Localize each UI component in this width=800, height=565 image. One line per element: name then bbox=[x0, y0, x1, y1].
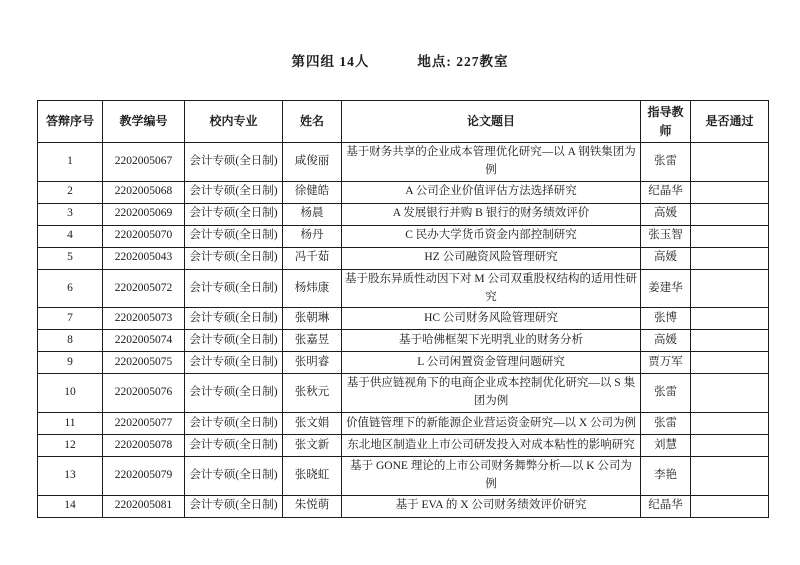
cell-pass bbox=[691, 181, 769, 203]
cell-major: 会计专硕(全日制) bbox=[185, 413, 283, 435]
cell-pass bbox=[691, 203, 769, 225]
cell-name: 张秋元 bbox=[283, 374, 342, 413]
cell-code: 2202005072 bbox=[103, 269, 185, 308]
page-title bbox=[0, 50, 800, 70]
header-advisor: 指导教师 bbox=[641, 101, 691, 143]
cell-major: 会计专硕(全日制) bbox=[185, 181, 283, 203]
table-row bbox=[38, 308, 769, 330]
cell-major: 会计专硕(全日制) bbox=[185, 269, 283, 308]
cell-title: 价值链管理下的新能源企业营运资金研究—以 X 公司为例 bbox=[342, 413, 641, 435]
cell-name: 朱悦萌 bbox=[283, 495, 342, 517]
cell-pass bbox=[691, 330, 769, 352]
cell-advisor: 张雷 bbox=[641, 374, 691, 413]
table-row bbox=[38, 352, 769, 374]
cell-seq: 1 bbox=[38, 143, 103, 182]
cell-title: HC 公司财务风险管理研究 bbox=[342, 308, 641, 330]
header-major: 校内专业 bbox=[185, 101, 283, 143]
cell-advisor: 张玉智 bbox=[641, 225, 691, 247]
cell-major: 会计专硕(全日制) bbox=[185, 247, 283, 269]
table-row bbox=[38, 203, 769, 225]
cell-name: 杨丹 bbox=[283, 225, 342, 247]
cell-major: 会计专硕(全日制) bbox=[185, 330, 283, 352]
header-pass: 是否通过 bbox=[691, 101, 769, 143]
header-code: 教学编号 bbox=[103, 101, 185, 143]
cell-pass bbox=[691, 374, 769, 413]
cell-code: 2202005067 bbox=[103, 143, 185, 182]
table-row bbox=[38, 181, 769, 203]
cell-seq: 4 bbox=[38, 225, 103, 247]
cell-title: 基于 GONE 理论的上市公司财务舞弊分析—以 K 公司为例 bbox=[342, 457, 641, 496]
group-label: 第四组 14人 bbox=[291, 54, 370, 69]
cell-name: 张文新 bbox=[283, 435, 342, 457]
cell-pass bbox=[691, 435, 769, 457]
table-row bbox=[38, 457, 769, 496]
table-row bbox=[38, 495, 769, 517]
cell-seq: 10 bbox=[38, 374, 103, 413]
cell-advisor: 纪晶华 bbox=[641, 495, 691, 517]
cell-seq: 3 bbox=[38, 203, 103, 225]
table-header-row bbox=[38, 101, 769, 143]
cell-advisor: 高媛 bbox=[641, 330, 691, 352]
cell-code: 2202005079 bbox=[103, 457, 185, 496]
cell-seq: 14 bbox=[38, 495, 103, 517]
cell-code: 2202005081 bbox=[103, 495, 185, 517]
cell-advisor: 高媛 bbox=[641, 203, 691, 225]
cell-pass bbox=[691, 352, 769, 374]
cell-pass bbox=[691, 269, 769, 308]
table-row bbox=[38, 374, 769, 413]
cell-name: 张晓虹 bbox=[283, 457, 342, 496]
cell-seq: 11 bbox=[38, 413, 103, 435]
table-row bbox=[38, 269, 769, 308]
cell-title: 基于哈佛框架下光明乳业的财务分析 bbox=[342, 330, 641, 352]
cell-title: A 发展银行并购 B 银行的财务绩效评价 bbox=[342, 203, 641, 225]
cell-name: 张文娟 bbox=[283, 413, 342, 435]
cell-seq: 7 bbox=[38, 308, 103, 330]
cell-name: 张明睿 bbox=[283, 352, 342, 374]
cell-title: 基于股东异质性动因下对 M 公司双重股权结构的适用性研究 bbox=[342, 269, 641, 308]
table-row bbox=[38, 143, 769, 182]
cell-major: 会计专硕(全日制) bbox=[185, 225, 283, 247]
table-row bbox=[38, 247, 769, 269]
cell-pass bbox=[691, 308, 769, 330]
cell-title: C 民办大学货币资金内部控制研究 bbox=[342, 225, 641, 247]
cell-title: 基于 EVA 的 X 公司财务绩效评价研究 bbox=[342, 495, 641, 517]
cell-seq: 8 bbox=[38, 330, 103, 352]
cell-code: 2202005074 bbox=[103, 330, 185, 352]
header-seq: 答辩序号 bbox=[38, 101, 103, 143]
cell-advisor: 刘慧 bbox=[641, 435, 691, 457]
cell-code: 2202005076 bbox=[103, 374, 185, 413]
cell-seq: 9 bbox=[38, 352, 103, 374]
header-title: 论文题目 bbox=[342, 101, 641, 143]
table-row bbox=[38, 225, 769, 247]
cell-pass bbox=[691, 495, 769, 517]
cell-advisor: 高媛 bbox=[641, 247, 691, 269]
cell-major: 会计专硕(全日制) bbox=[185, 352, 283, 374]
cell-code: 2202005070 bbox=[103, 225, 185, 247]
table-row bbox=[38, 435, 769, 457]
cell-pass bbox=[691, 143, 769, 182]
cell-name: 杨炜康 bbox=[283, 269, 342, 308]
cell-pass bbox=[691, 225, 769, 247]
cell-pass bbox=[691, 247, 769, 269]
cell-code: 2202005078 bbox=[103, 435, 185, 457]
cell-code: 2202005073 bbox=[103, 308, 185, 330]
cell-advisor: 姜建华 bbox=[641, 269, 691, 308]
cell-title: 基于供应链视角下的电商企业成本控制优化研究—以 S 集团为例 bbox=[342, 374, 641, 413]
cell-pass bbox=[691, 413, 769, 435]
cell-title: 东北地区制造业上市公司研发投入对成本粘性的影响研究 bbox=[342, 435, 641, 457]
cell-major: 会计专硕(全日制) bbox=[185, 374, 283, 413]
cell-pass bbox=[691, 457, 769, 496]
cell-title: 基于财务共享的企业成本管理优化研究—以 A 钢铁集团为例 bbox=[342, 143, 641, 182]
cell-name: 张嘉昱 bbox=[283, 330, 342, 352]
cell-code: 2202005077 bbox=[103, 413, 185, 435]
cell-seq: 6 bbox=[38, 269, 103, 308]
table-row bbox=[38, 330, 769, 352]
cell-name: 咸俊丽 bbox=[283, 143, 342, 182]
cell-code: 2202005043 bbox=[103, 247, 185, 269]
cell-title: HZ 公司融资风险管理研究 bbox=[342, 247, 641, 269]
cell-major: 会计专硕(全日制) bbox=[185, 203, 283, 225]
cell-code: 2202005069 bbox=[103, 203, 185, 225]
cell-code: 2202005068 bbox=[103, 181, 185, 203]
cell-advisor: 李艳 bbox=[641, 457, 691, 496]
cell-advisor: 张博 bbox=[641, 308, 691, 330]
cell-advisor: 张雷 bbox=[641, 413, 691, 435]
cell-major: 会计专硕(全日制) bbox=[185, 435, 283, 457]
cell-seq: 2 bbox=[38, 181, 103, 203]
cell-name: 徐健皓 bbox=[283, 181, 342, 203]
cell-name: 冯千茹 bbox=[283, 247, 342, 269]
cell-seq: 12 bbox=[38, 435, 103, 457]
header-name: 姓名 bbox=[283, 101, 342, 143]
cell-major: 会计专硕(全日制) bbox=[185, 308, 283, 330]
location-label: 地点: 227教室 bbox=[417, 54, 509, 69]
cell-advisor: 张雷 bbox=[641, 143, 691, 182]
cell-major: 会计专硕(全日制) bbox=[185, 457, 283, 496]
defense-schedule-table bbox=[37, 100, 769, 518]
cell-code: 2202005075 bbox=[103, 352, 185, 374]
cell-title: L 公司闲置资金管理问题研究 bbox=[342, 352, 641, 374]
table-row bbox=[38, 413, 769, 435]
cell-name: 杨晨 bbox=[283, 203, 342, 225]
cell-name: 张朝琳 bbox=[283, 308, 342, 330]
cell-seq: 5 bbox=[38, 247, 103, 269]
cell-major: 会计专硕(全日制) bbox=[185, 143, 283, 182]
cell-title: A 公司企业价值评估方法选择研究 bbox=[342, 181, 641, 203]
cell-advisor: 贾万军 bbox=[641, 352, 691, 374]
cell-seq: 13 bbox=[38, 457, 103, 496]
cell-advisor: 纪晶华 bbox=[641, 181, 691, 203]
cell-major: 会计专硕(全日制) bbox=[185, 495, 283, 517]
